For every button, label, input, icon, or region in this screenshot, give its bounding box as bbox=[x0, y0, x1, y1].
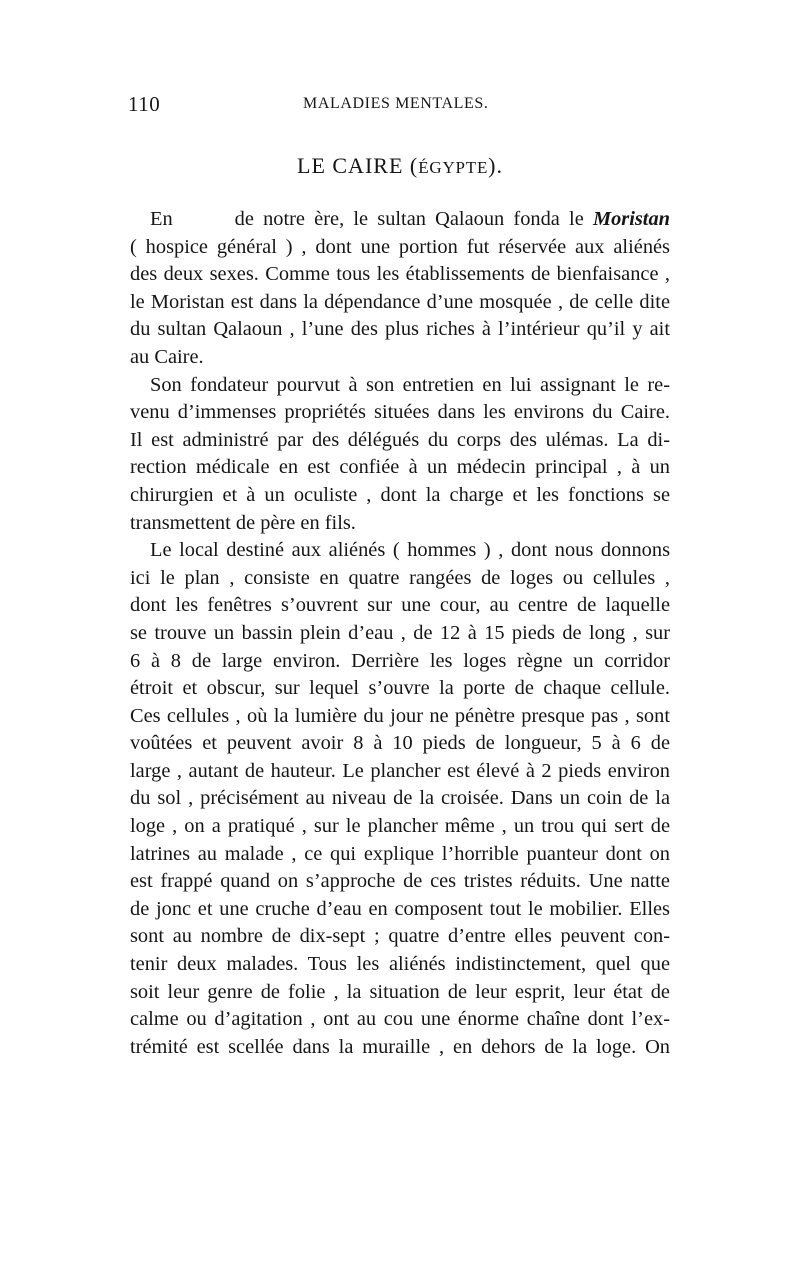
text-line: se trouve un bassin plein d’eau , de 12 à 15 pieds de long , sur bbox=[130, 621, 670, 644]
text-line: sont au nombre de dix-sept ; quatre d’entre elles peuvent con- bbox=[130, 925, 670, 948]
text-line: latrines au malade , ce qui explique l’horrible puanteur dont on bbox=[130, 842, 670, 865]
text-line: au Caire. bbox=[130, 345, 204, 368]
text-line: large , autant de hauteur. Le plancher est élevé à 2 pieds environ bbox=[130, 759, 670, 782]
text-line: 6 à 8 de large environ. Derrière les loges règne un corridor bbox=[130, 649, 670, 672]
section-title-suffix: ). bbox=[488, 153, 503, 178]
paragraph bbox=[130, 372, 670, 538]
text-line: Son fondateur pourvut à son entretien en lui assignant le re- bbox=[150, 373, 670, 396]
section-title-country: ÉGYPTE bbox=[418, 158, 489, 177]
text-line: le Moristan est dans la dépendance d’une mosquée , de celle dite bbox=[130, 290, 670, 313]
text-fragment: En bbox=[150, 208, 173, 230]
text-line: rection médicale en est confiée à un médecin principal , à un bbox=[130, 456, 670, 479]
text-line: tenir deux malades. Tous les aliénés indistinctement, quel que bbox=[130, 953, 670, 976]
text-line bbox=[130, 206, 670, 234]
text-line: voûtées et peuvent avoir 8 à 10 pieds de longueur, 5 à 6 de bbox=[130, 732, 670, 755]
text-line: Il est administré par des délégués du corps des ulémas. La di- bbox=[130, 428, 670, 451]
emphasized-word: Moristan bbox=[592, 208, 670, 230]
text-line: Ces cellules , où la lumière du jour ne pénètre presque pas , sont bbox=[130, 704, 670, 727]
text-line: ici le plan , consiste en quatre rangées de loges ou cellules , bbox=[130, 566, 670, 589]
text-line: loge , on a pratiqué , sur le plancher même , un trou qui sert de bbox=[130, 815, 670, 838]
text-line: étroit et obscur, sur lequel s’ouvre la porte de chaque cellule. bbox=[130, 677, 670, 700]
text-line: est frappé quand on s’approche de ces tristes réduits. Une natte bbox=[130, 870, 670, 893]
body-text bbox=[130, 206, 670, 1061]
text-line: Le local destiné aux aliénés ( hommes ) , dont nous donnons bbox=[150, 539, 670, 562]
text-line: du sol , précisément au niveau de la croisée. Dans un coin de la bbox=[130, 787, 670, 810]
text-line: ( hospice général ) , dont une portion fut réservée aux aliénés bbox=[130, 235, 670, 258]
text-line: dont les fenêtres s’ouvrent sur une cour, au centre de laquelle bbox=[130, 594, 670, 617]
text-line: calme ou d’agitation , ont au cou une énorme chaîne dont l’ex- bbox=[130, 1008, 670, 1031]
text-line: chirurgien et à un oculiste , dont la charge et les fonctions se bbox=[130, 483, 670, 506]
text-fragment: de notre ère, le sultan Qalaoun fonda le bbox=[234, 208, 593, 230]
text-line: trémité est scellée dans la muraille , en dehors de la loge. On bbox=[130, 1035, 670, 1058]
section-title bbox=[0, 153, 800, 179]
text-line: soit leur genre de folie , la situation de leur esprit, leur état de bbox=[130, 980, 670, 1003]
section-title-prefix: LE CAIRE ( bbox=[297, 153, 419, 178]
text-line: transmettent de père en fils. bbox=[130, 511, 356, 534]
text-line: de jonc et une cruche d’eau en composent tout le mobilier. Elles bbox=[130, 897, 670, 920]
paragraph bbox=[130, 537, 670, 1061]
page-number: 110 bbox=[128, 92, 161, 116]
running-title: MALADIES MENTALES. bbox=[303, 95, 489, 112]
text-line: des deux sexes. Comme tous les établissements de bienfaisance , bbox=[130, 263, 670, 286]
text-line: du sultan Qalaoun , l’une des plus riches à l’intérieur qu’il y ait bbox=[130, 318, 670, 341]
running-head bbox=[128, 92, 673, 122]
text-line: venu d’immenses propriétés situées dans les environs du Caire. bbox=[130, 401, 670, 424]
paragraph bbox=[130, 206, 670, 372]
